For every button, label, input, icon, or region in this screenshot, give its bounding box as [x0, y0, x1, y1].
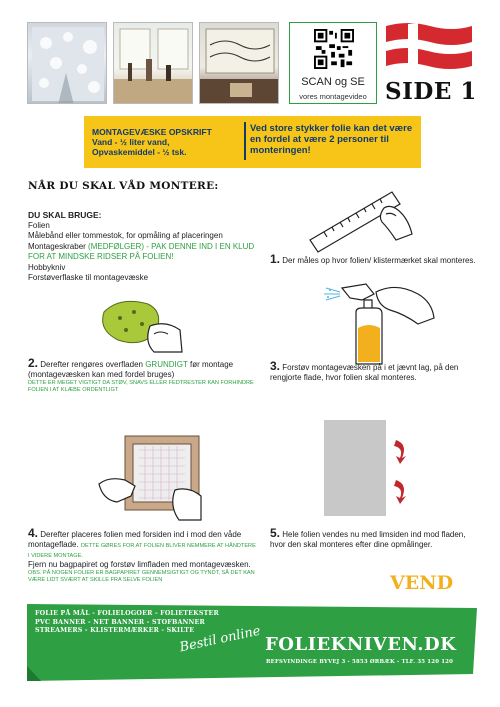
spray-bottle-icon	[320, 270, 440, 370]
window-sill-photo	[113, 22, 193, 104]
step-highlight: GRUNDIGT	[145, 360, 188, 369]
footer-service-line: STREAMERS - KLISTERMÆRKER - SKILTE	[35, 627, 195, 634]
recipe-soap: Opvaskemiddel - ½ tsk.	[92, 147, 187, 157]
step-number: 2.	[28, 356, 39, 370]
foil-flip-icon	[322, 418, 412, 518]
step-5	[270, 528, 480, 550]
frosted-window-photo	[27, 22, 107, 104]
tools-list	[28, 210, 258, 284]
step-number: 1.	[270, 252, 281, 266]
scraper-tip: - PAK DENNE IND I EN KLUD FOR AT MINDSKE RIDSER PÅ FOLIEN!	[28, 241, 255, 261]
recipe-divider	[244, 122, 246, 160]
qr-code-panel[interactable]	[289, 22, 377, 104]
step-number: 5.	[270, 526, 281, 540]
step-number: 3.	[270, 359, 281, 373]
step-note: DETTE ER MEGET VIGTIGT DA STØV, SNAVS ELLER FEDTRESTER KAN FORHINDRE FOLIEN I AT KLÆBE ORDENTLIGT	[28, 380, 254, 393]
recipe-water: Vand - ½ liter vand,	[92, 137, 170, 147]
step-note: DETTE GØRES FOR AT FOLIEN BLIVER NEMMERE AT HÅNDTERE I VIDERE MONTAGE.	[28, 543, 256, 559]
step-4	[28, 528, 258, 584]
step-note: OBS. PÅ NOGEN FOLIER ER BAGPAPIRET GENNEMSIGTIGT OG TYNDT, SÅ DET KAN VÆRE LIDT SVÆRT AT SKILLE FRA SELVE FOLIEN	[28, 570, 255, 583]
step-number: 4.	[28, 526, 39, 540]
tool-item: Folien	[28, 220, 50, 230]
brand-logo-text[interactable]: FOLIEKNIVEN.DK	[265, 634, 457, 655]
scan-label: SCAN og SE	[301, 76, 365, 88]
tool-item: Forstøverflaske til montagevæske	[28, 273, 149, 282]
footer-services	[35, 610, 219, 636]
step-text: Derefter placeres folien med forsiden ind i mod den våde montageflade.	[28, 530, 242, 549]
recipe-box	[84, 116, 421, 168]
tools-heading: DU SKAL BRUGE:	[28, 210, 102, 220]
step-text: Fjern nu bagpapiret og forstøv limfladen med montagevæsken.	[28, 560, 251, 569]
recipe-title: MONTAGEVÆSKE OPSKRIFT	[92, 127, 212, 137]
turn-over-label: VEND	[390, 572, 454, 594]
tool-item-scraper: Montageskraber (MEDFØLGER) - PAK DENNE IND I EN KLUD FOR AT MINDSKE RIDSER PÅ FOLIEN!	[28, 241, 255, 261]
footer-banner[interactable]	[27, 604, 477, 681]
danish-flag-icon	[384, 20, 474, 72]
step-text: Forstøv montagevæsken på i et jævnt lag, på den rengjorte flade, hvor folien skal monteres.	[270, 363, 459, 382]
scan-sublabel: vores montagevideo	[299, 92, 367, 101]
step-text: før montage (montagevæsken kan med fordel bruges)	[28, 360, 234, 379]
section-heading: NÅR DU SKAL VÅD MONTERE:	[28, 180, 219, 192]
step-1	[270, 254, 480, 266]
scraper-included-note: (MEDFØLGER)	[88, 241, 145, 251]
order-online-script: Bestil online	[178, 623, 262, 656]
contact-address: REFSVINDINGE BYVEJ 3 - 5853 ØRBÆK - TLF. 35 120 120	[266, 659, 454, 665]
sponge-cleaning-icon	[90, 290, 190, 360]
two-person-note: Ved store stykker folie kan det være en fordel at være 2 personer til monteringen!	[250, 123, 413, 156]
step-text: Derefter rengøres overfladen	[40, 360, 143, 369]
step-2	[28, 358, 258, 394]
qr-code-icon[interactable]	[314, 29, 354, 69]
tool-item: Målebånd eller tommestok, for opmåling af placeringen	[28, 231, 223, 240]
step-text: Der måles op hvor folien/ klistermærket skal monteres.	[282, 256, 476, 265]
decorated-window-photo	[199, 22, 279, 104]
ruler-hand-icon	[300, 178, 420, 258]
window-foil-placement-icon	[95, 430, 205, 525]
footer-service-line: PVC BANNER - NET BANNER - STOFBANNER	[35, 618, 205, 626]
footer-service-line: FOLIE PÅ MÅL - FOLIELOGOER - FOLIETEKSTER	[35, 610, 219, 617]
step-text: Hele folien vendes nu med limsiden ind mod fladen, hvor den skal monteres efter dine opmålinger.	[270, 530, 466, 549]
tool-item: Hobbykniv	[28, 262, 66, 272]
step-3	[270, 361, 480, 383]
page-side-title: SIDE 1	[385, 78, 477, 105]
